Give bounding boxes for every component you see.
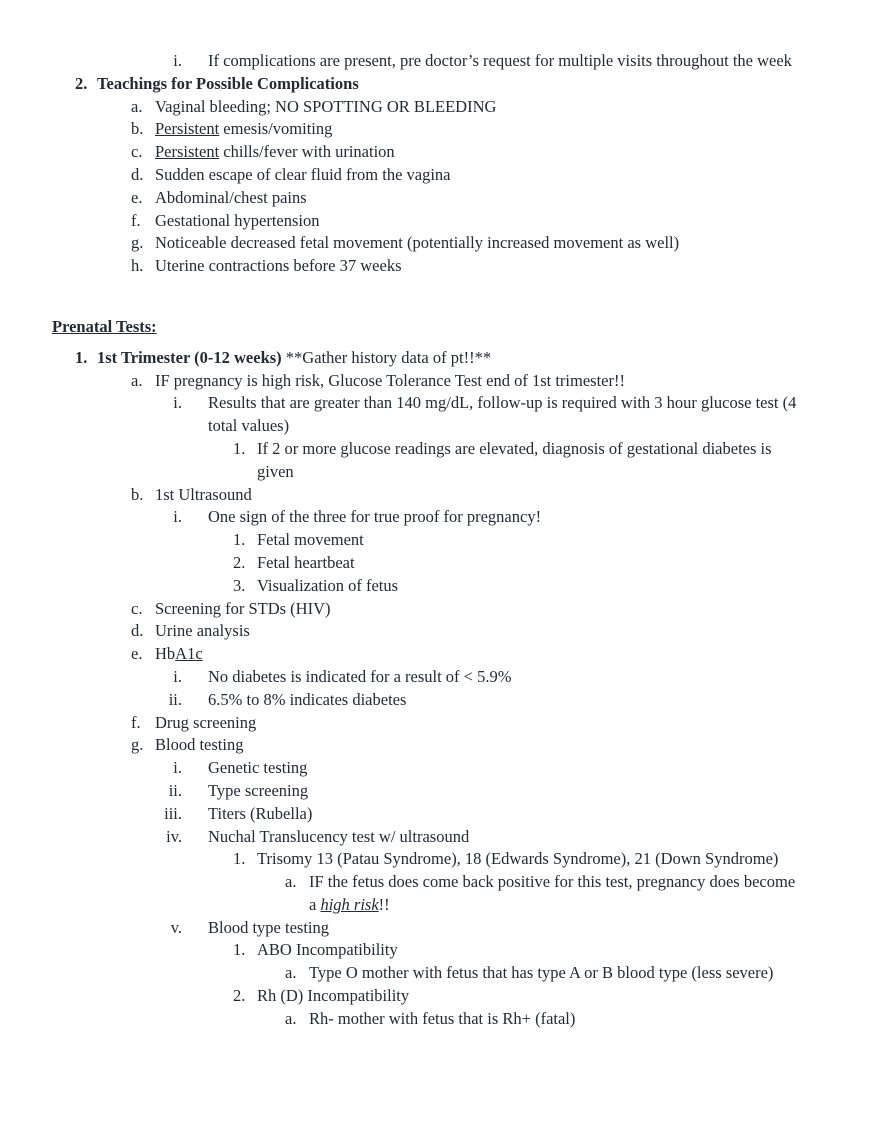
text-segment: 1st Trimester (0-12 weeks): [97, 347, 282, 367]
list-marker: 1.: [233, 849, 246, 869]
list-marker: iii.: [164, 803, 182, 823]
list-item-continuation: [0, 415, 880, 438]
text-segment: Screening for STDs (HIV): [155, 598, 331, 618]
list-item: [0, 370, 880, 393]
list-marker: f.: [131, 210, 141, 230]
list-item: [0, 392, 880, 415]
text-segment: !!: [378, 894, 390, 914]
list-marker: i.: [173, 666, 182, 686]
list-item: [0, 552, 880, 575]
list-marker: 2.: [75, 73, 88, 93]
text-segment: 6.5% to 8% indicates diabetes: [208, 689, 407, 709]
list-item: [0, 712, 880, 735]
text-segment: Titers (Rubella): [208, 803, 313, 823]
text-segment: Vaginal bleeding; NO SPOTTING OR BLEEDING: [155, 96, 497, 116]
text-segment: ABO Incompatibility: [257, 940, 398, 960]
text-segment: Blood type testing: [208, 917, 329, 937]
list-item: [0, 164, 880, 187]
list-item: [0, 50, 880, 73]
list-marker: e.: [131, 187, 143, 207]
list-item: [0, 484, 880, 507]
text-segment: given: [257, 461, 294, 481]
list-item: [0, 780, 880, 803]
text-segment: Genetic testing: [208, 758, 308, 778]
text-segment: Type O mother with fetus that has type A or B blood type (less severe): [309, 963, 774, 983]
text-segment: Blood testing: [155, 735, 244, 755]
list-item-continuation: [0, 894, 880, 917]
list-item: [0, 939, 880, 962]
text-segment: **Gather history data of pt!!**: [281, 347, 492, 367]
text-segment: 1st Ultrasound: [155, 484, 252, 504]
text-segment: Visualization of fetus: [257, 575, 399, 595]
text-segment: If 2 or more glucose readings are elevated, diagnosis of gestational diabetes is: [257, 438, 772, 458]
list-marker: a.: [285, 1008, 297, 1028]
text-segment: Fetal heartbeat: [257, 552, 355, 572]
text-segment: Abdominal/chest pains: [155, 187, 307, 207]
list-item: [0, 689, 880, 712]
text-segment: Prenatal Tests:: [52, 316, 157, 336]
list-item: [0, 210, 880, 233]
list-item: [0, 917, 880, 940]
text-segment: Type screening: [208, 780, 309, 800]
text-segment: One sign of the three for true proof for pregnancy!: [208, 507, 542, 527]
list-item: [0, 96, 880, 119]
list-item: [0, 141, 880, 164]
list-item: [0, 598, 880, 621]
list-marker: 1.: [233, 940, 246, 960]
list-marker: c.: [131, 142, 143, 162]
list-item: [0, 962, 880, 985]
list-marker: 1.: [233, 438, 246, 458]
list-item: [0, 620, 880, 643]
list-item: [0, 871, 880, 894]
text-segment: a: [309, 894, 321, 914]
list-marker: i.: [173, 507, 182, 527]
list-item-continuation: [0, 461, 880, 484]
text-segment: Nuchal Translucency test w/ ultrasound: [208, 826, 470, 846]
list-marker: i.: [173, 758, 182, 778]
text-segment: Persistent: [155, 119, 220, 139]
list-marker: 1.: [75, 347, 88, 367]
text-segment: emesis/vomiting: [219, 119, 333, 139]
list-item: [0, 118, 880, 141]
text-segment: Fetal movement: [257, 530, 364, 550]
text-segment: Drug screening: [155, 712, 257, 732]
text-segment: Noticeable decreased fetal movement (potentially increased movement as well): [155, 233, 680, 253]
text-segment: Rh (D) Incompatibility: [257, 986, 410, 1006]
list-marker: g.: [131, 233, 144, 253]
text-segment: Uterine contractions before 37 weeks: [155, 256, 402, 276]
list-marker: b.: [131, 119, 144, 139]
text-segment: Trisomy 13 (Patau Syndrome), 18 (Edwards Syndrome), 21 (Down Syndrome): [257, 849, 779, 869]
list-marker: f.: [131, 712, 141, 732]
list-marker: a.: [285, 872, 297, 892]
list-item: [0, 666, 880, 689]
list-marker: a.: [131, 96, 143, 116]
list-marker: e.: [131, 644, 143, 664]
list-item: [0, 734, 880, 757]
list-marker: d.: [131, 621, 144, 641]
list-item: [0, 757, 880, 780]
section-heading: [0, 316, 880, 339]
text-segment: total values): [208, 416, 290, 436]
list-item: [0, 232, 880, 255]
list-item: [0, 347, 880, 370]
text-segment: Teachings for Possible Complications: [97, 73, 359, 93]
text-segment: Gestational hypertension: [155, 210, 320, 230]
list-marker: i.: [173, 51, 182, 70]
text-segment: Rh- mother with fetus that is Rh+ (fatal): [309, 1008, 576, 1028]
list-marker: a.: [131, 370, 143, 390]
list-marker: iv.: [166, 826, 182, 846]
text-segment: chills/fever with urination: [219, 142, 395, 162]
list-marker: v.: [170, 917, 182, 937]
list-marker: 2.: [233, 986, 246, 1006]
list-item: [0, 506, 880, 529]
text-segment: IF the fetus does come back positive for this test, pregnancy does become: [309, 872, 796, 892]
list-marker: 1.: [233, 530, 246, 550]
text-segment: IF pregnancy is high risk, Glucose Tolerance Test end of 1st trimester!!: [155, 370, 625, 390]
list-marker: b.: [131, 484, 144, 504]
list-marker: a.: [285, 963, 297, 983]
list-item: [0, 529, 880, 552]
list-marker: g.: [131, 735, 144, 755]
list-marker: i.: [173, 393, 182, 413]
list-item: [0, 1008, 880, 1031]
list-marker: ii.: [168, 780, 182, 800]
text-segment: Hb: [155, 644, 176, 664]
list-item: [0, 438, 880, 461]
text-segment: Urine analysis: [155, 621, 250, 641]
list-marker: c.: [131, 598, 143, 618]
list-marker: ii.: [168, 689, 182, 709]
text-segment: If complications are present, pre doctor’s request for multiple visits throughout the week: [208, 51, 792, 70]
list-marker: 3.: [233, 575, 246, 595]
list-marker: h.: [131, 256, 144, 276]
text-segment: No diabetes is indicated for a result of < 5.9%: [208, 666, 512, 686]
text-segment: Persistent: [155, 142, 220, 162]
text-segment: Sudden escape of clear fluid from the vagina: [155, 164, 451, 184]
list-item: [0, 985, 880, 1008]
text-segment: high risk: [320, 894, 379, 914]
list-item: [0, 255, 880, 278]
list-item: [0, 643, 880, 666]
list-item: [0, 826, 880, 849]
list-marker: d.: [131, 164, 144, 184]
text-segment: A1c: [175, 644, 203, 664]
list-marker: 2.: [233, 552, 246, 572]
list-item: [0, 187, 880, 210]
list-item: [0, 575, 880, 598]
list-item: [0, 848, 880, 871]
text-segment: Results that are greater than 140 mg/dL, follow-up is required with 3 hour glucose test (4: [208, 393, 797, 413]
list-item: [0, 73, 880, 96]
list-item: [0, 803, 880, 826]
